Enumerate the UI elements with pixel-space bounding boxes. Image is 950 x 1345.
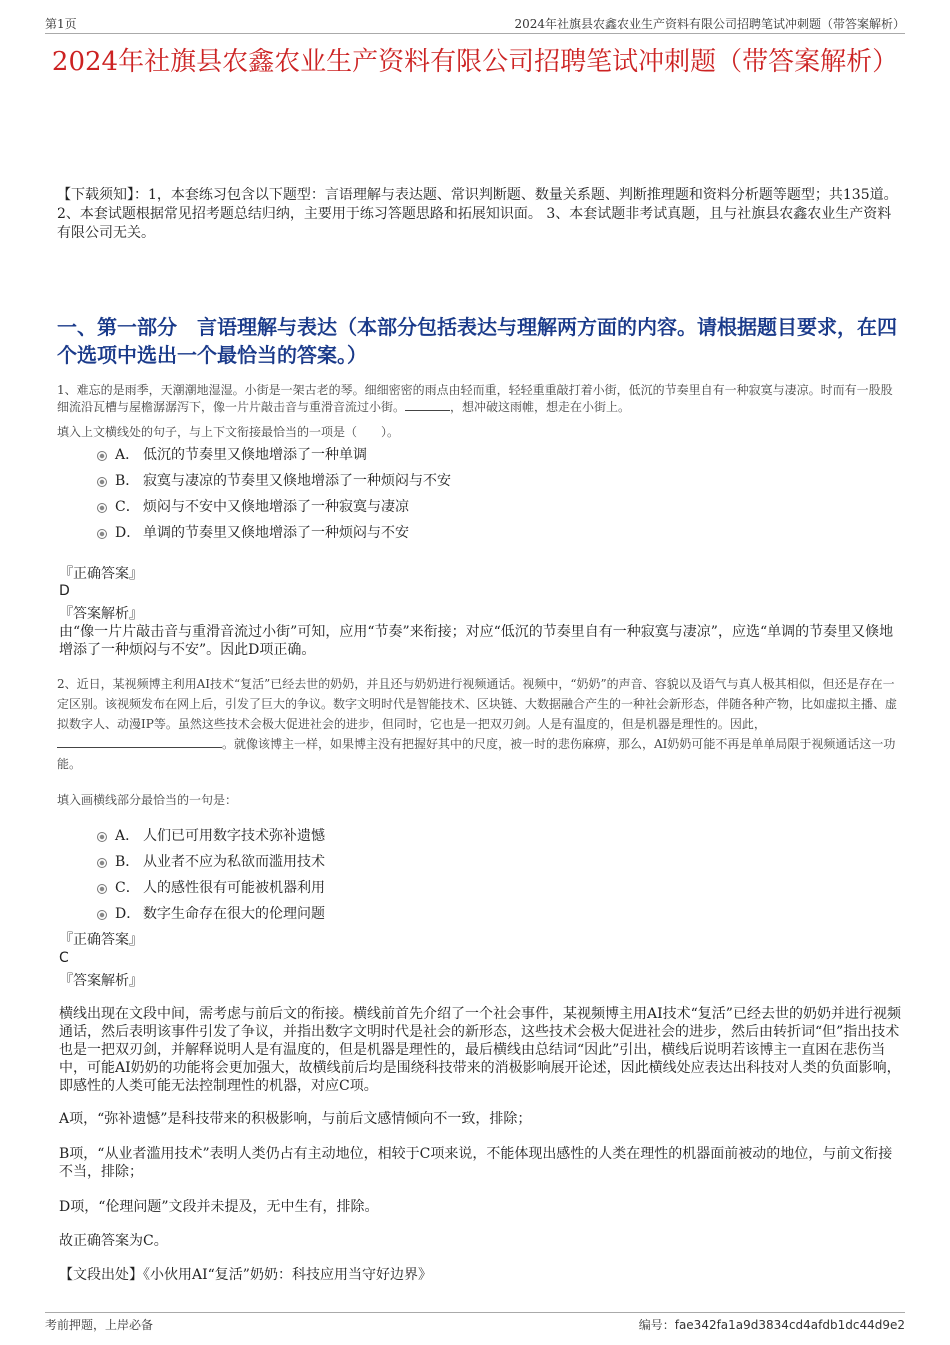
option-c[interactable]: C． 烦闷与不安中又倏地增添了一种寂寞与凄凉 xyxy=(97,493,451,519)
footer-code: 编号：fae342fa1a9d3834cd4afdb1dc44d9e2 xyxy=(638,1318,905,1332)
explanation-label: 『答案解析』 xyxy=(59,606,143,622)
answer-blank xyxy=(405,399,450,411)
option-c[interactable]: C． 人的感性很有可能被机器利用 xyxy=(97,874,325,900)
question-2-instruction: 填入画横线部分最恰当的一句是： xyxy=(57,793,238,807)
option-d[interactable]: D． 单调的节奏里又倏地增添了一种烦闷与不安 xyxy=(97,519,451,545)
option-b[interactable]: B． 寂寞与凄凉的节奏里又倏地增添了一种烦闷与不安 xyxy=(97,467,451,493)
header-doc-title: 2024年社旗县农鑫农业生产资料有限公司招聘笔试冲刺题（带答案解析） xyxy=(514,17,905,31)
answer-label: 『正确答案』 xyxy=(59,932,143,948)
question-2-text: 2、近日，某视频博主利用AI技术“复活”已经去世的奶奶，并且还与奶奶进行视频通话。视频中，“奶奶”的声音、容貌以及语气与真人极其相似，但还是存在一定区别。该视频发布在网上后，引发了巨大的争议。数字文明时代是智能技术、区块链、大数据融合产生的一种社会新形态，伴随各种产物，比如虚拟主播、虚拟数字人、动漫IP等。虽然这些技术会极大促进社会的进步，但同时，它也是一把双刃剑。人是有温度的，但是机器是理性的。因此，。就像该博主一样，如果博主没有把握好其中的尺度，被一时的悲伤麻痹，那么，AI奶奶可能不再是单单局限于视频通话这一功能。 xyxy=(57,677,898,771)
radio-icon[interactable] xyxy=(97,529,107,539)
question-1-instruction: 填入上文横线处的句子，与上下文衔接最恰当的一项是（ ）。 xyxy=(57,425,400,439)
answer-blank xyxy=(57,736,222,748)
option-d[interactable]: D． 数字生命存在很大的伦理问题 xyxy=(97,900,325,926)
explanation-paragraph: B项，“从业者滥用技术”表明人类仍占有主动地位，相较于C项来说，不能体现出感性的人类在理性的机器面前被动的地位，与前文衔接不当，排除； xyxy=(59,1146,893,1180)
question-1-text: 1、难忘的是雨季，天潮潮地湿湿。小街是一架古老的琴。细细密密的雨点由轻而重，轻轻重重敲打着小街，低沉的节奏里自有一种寂寞与凄凉。时而有一股股细流沿瓦槽与屋檐潺潺泻下，像一片片敲击音与重滑音流过小街。 ，想冲破这雨帷，想走在小街上。 xyxy=(57,383,893,414)
source-citation: 【文段出处】《小伙用AI“复活”奶奶：科技应用当守好边界》 xyxy=(59,1267,432,1283)
explanation-label: 『答案解析』 xyxy=(59,973,143,989)
explanation-paragraph: 横线出现在文段中间，需考虑与前后文的衔接。横线前首先介绍了一个社会事件，某视频博主用AI技术“复活”已经去世的奶奶并进行视频通话，然后表明该事件引发了争议，并指出数字文明时代是社会的新形态，这些技术会极大促进社会的进步，然后由转折词“但”指出技术也是一把双刃剑，并解释说明人是有温度的，但是机器是理性的，最后横线由总结词“因此”引出，横线后说明若该博主一直困在悲伤当中，可能AI奶奶的功能将会更加强大，故横线前后均是围绕科技带来的消极影响展开论述，因此横线处应表达出科技对人类的负面影响，即感性的人类可能无法控制理性的机器，对应C项。 xyxy=(59,1006,901,1094)
page-number: 第1页 xyxy=(45,17,77,31)
footer-slogan: 考前押题，上岸必备 xyxy=(45,1318,154,1332)
page-footer xyxy=(45,1312,905,1334)
answer-label: 『正确答案』 xyxy=(59,566,143,582)
explanation-text: 由“像一片片敲击音与重滑音流过小街”可知，应用“节奏”来衔接；对应“低沉的节奏里自有一种寂寞与凄凉”，应选“单调的节奏里又倏地增添了一种烦闷与不安”。因此D项正确。 xyxy=(59,624,894,658)
radio-icon[interactable] xyxy=(97,832,107,842)
option-a[interactable]: A． 人们已可用数字技术弥补遗憾 xyxy=(97,822,325,848)
radio-icon[interactable] xyxy=(97,858,107,868)
question-1-options xyxy=(97,441,451,545)
radio-icon[interactable] xyxy=(97,910,107,920)
question-2-options xyxy=(97,822,325,926)
section-heading: 一、第一部分 言语理解与表达（本部分包括表达与理解两方面的内容。请根据题目要求，在四个选项中选出一个最恰当的答案。） xyxy=(57,315,897,367)
correct-answer: C xyxy=(59,950,69,966)
option-a[interactable]: A． 低沉的节奏里又倏地增添了一种单调 xyxy=(97,441,451,467)
document-title: 2024年社旗县农鑫农业生产资料有限公司招聘笔试冲刺题（带答案解析） xyxy=(51,47,899,77)
radio-icon[interactable] xyxy=(97,451,107,461)
download-notice: 【下载须知】：1，本套练习包含以下题型：言语理解与表达题、常识判断题、数量关系题、判断推理题和资料分析题等题型；共135道。 2、本套试题根据常见招考题总结归纳，主要用于练习答题思路和拓展知识面。 3、本套试题非考试真题，且与社旗县农鑫农业生产资料有限公司无关。 xyxy=(57,187,898,241)
radio-icon[interactable] xyxy=(97,503,107,513)
radio-icon[interactable] xyxy=(97,884,107,894)
option-b[interactable]: B． 从业者不应为私欲而滥用技术 xyxy=(97,848,325,874)
page-header xyxy=(45,14,905,34)
explanation-paragraph: D项，“伦理问题”文段并未提及，无中生有，排除。 xyxy=(59,1199,379,1215)
correct-answer: D xyxy=(59,583,70,599)
explanation-paragraph: 故正确答案为C。 xyxy=(59,1233,168,1249)
radio-icon[interactable] xyxy=(97,477,107,487)
explanation-paragraph: A项，“弥补遗憾”是科技带来的积极影响，与前后文感情倾向不一致，排除； xyxy=(59,1111,532,1127)
